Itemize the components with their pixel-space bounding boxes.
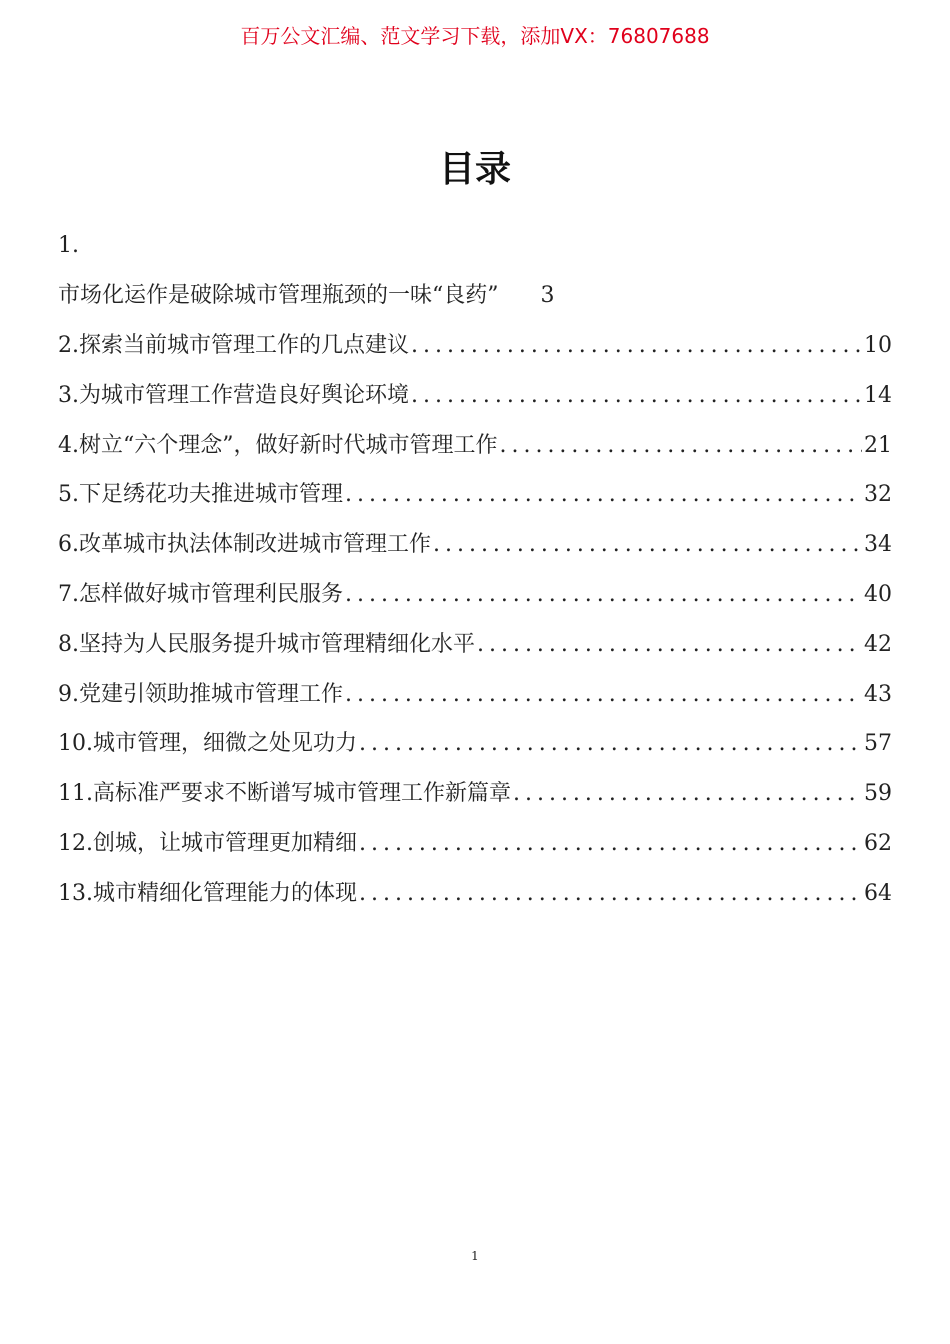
toc-entry-page: 3 [540,283,555,308]
toc-entry-page: 40 [864,581,892,607]
toc-dot-leader [345,677,862,713]
toc-entry-text: 5.下足绣花功夫推进城市管理 [58,482,343,508]
toc-entry-page: 10 [864,333,892,358]
toc-dot-leader [359,826,862,862]
toc-dot-leader [345,477,862,513]
toc-entry-1[interactable] [58,278,892,314]
toc-title: 目录 [438,149,511,190]
toc-entry-text: 2.探索当前城市管理工作的几点建议 [58,333,409,358]
toc-entry-page: 62 [864,830,892,856]
toc-entry-page: 21 [864,432,892,458]
toc-entry-text: 6.改革城市执法体制改进城市管理工作 [58,532,431,558]
toc-entry-page: 34 [864,532,892,558]
toc-entry-text: 10.城市管理，细微之处见功力 [58,731,357,757]
toc-dot-leader [359,876,862,912]
toc-entry-page: 59 [864,781,892,807]
toc-dot-leader [411,378,862,414]
toc-entry-text: 11.高标准严要求不断谱写城市管理工作新篇章 [58,781,511,807]
toc-dot-leader [513,776,862,812]
toc-entry-6[interactable] [58,527,892,563]
toc-entry-3[interactable] [58,378,892,414]
toc-list [58,228,892,926]
toc-entry-text: 7.怎样做好城市管理利民服务 [58,581,343,607]
toc-entry-4[interactable] [58,428,892,464]
toc-entry-text: 市场化运作是破除城市管理瓶颈的一味“良药” [58,283,499,308]
toc-entry-11[interactable] [58,776,892,812]
header-banner: 百万公文汇编、范文学习下载，添加VX：76807688 [240,24,710,48]
toc-entry-page: 64 [864,880,892,906]
page-number: 1 [471,1249,479,1263]
toc-entry-13[interactable] [58,876,892,912]
toc-entry-8[interactable] [58,627,892,663]
toc-entry-page: 57 [864,731,892,757]
toc-entry-text: 13.城市精细化管理能力的体现 [58,880,357,906]
toc-entry-12[interactable] [58,826,892,862]
toc-dot-leader [359,726,862,762]
toc-entry-1-number[interactable]: 1. [58,233,79,258]
toc-entry-text: 8.坚持为人民服务提升城市管理精细化水平 [58,631,475,657]
toc-entry-page: 32 [864,482,892,508]
toc-entry-7[interactable] [58,577,892,613]
toc-entry-text: 3.为城市管理工作营造良好舆论环境 [58,382,409,408]
toc-entry-10[interactable] [58,726,892,762]
toc-entry-5[interactable] [58,477,892,513]
toc-entry-9[interactable] [58,677,892,713]
toc-entry-text: 12.创城，让城市管理更加精细 [58,830,357,856]
toc-dot-leader [500,428,863,464]
toc-entry-page: 14 [864,382,892,408]
toc-entry-text: 4.树立“六个理念”，做好新时代城市管理工作 [58,432,498,458]
toc-dot-leader [345,577,862,613]
toc-entry-page: 42 [864,631,892,657]
toc-dot-leader [433,527,862,563]
toc-entry-text: 9.党建引领助推城市管理工作 [58,681,343,707]
toc-entry-page: 43 [864,681,892,707]
toc-dot-leader [477,627,862,663]
toc-entry-2[interactable] [58,328,892,364]
toc-dot-leader [411,328,862,364]
